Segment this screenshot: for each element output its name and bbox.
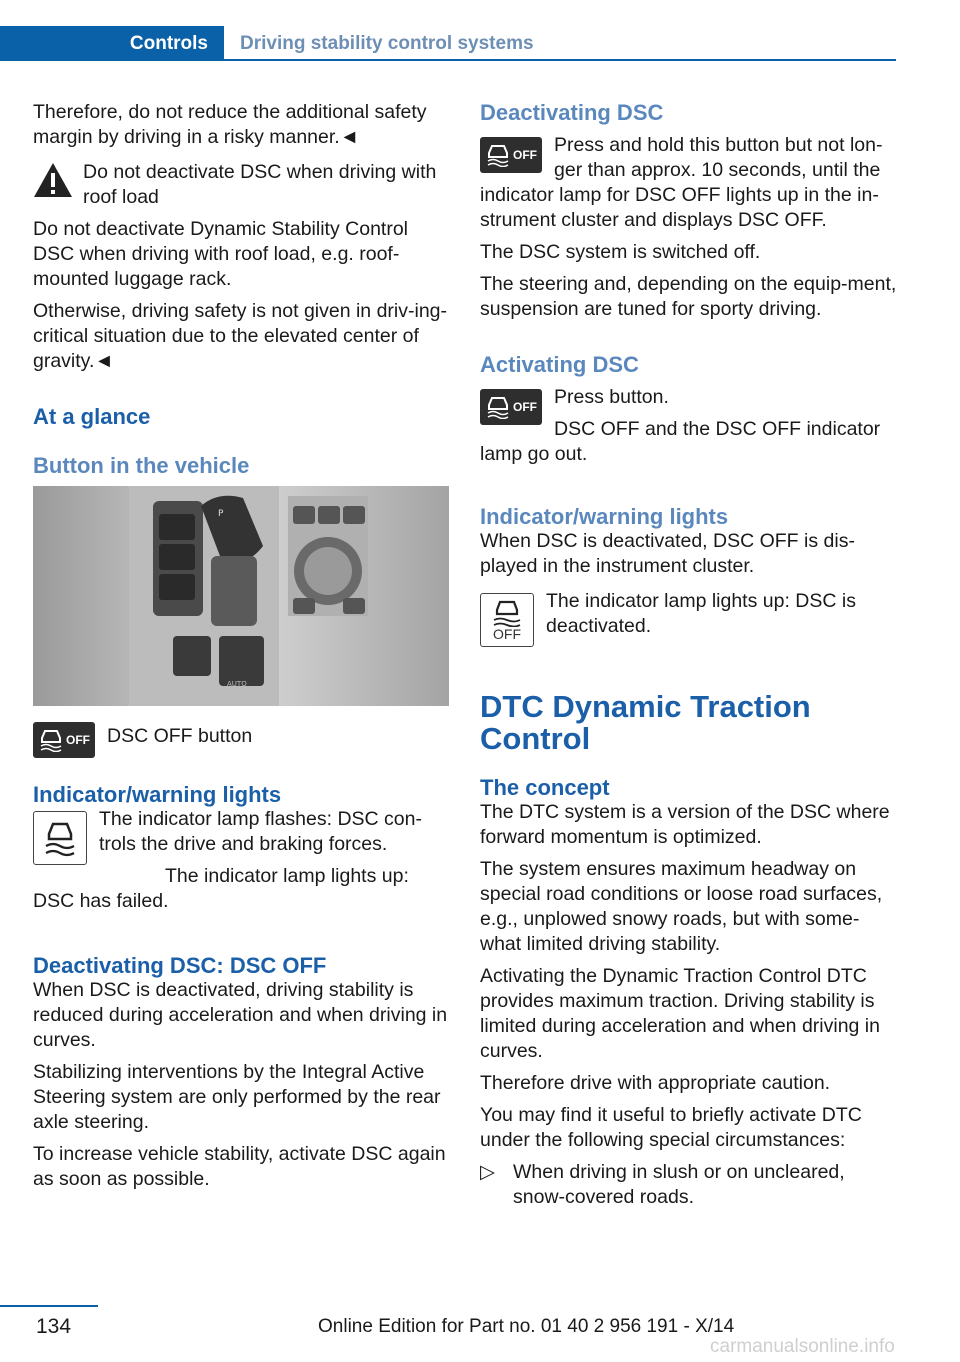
bullet-mark: ▷	[480, 1161, 495, 1183]
deactivate-text: Press and hold this button but not lon-ger than approx. 10 seconds, until the indicator lamp for DSC OFF lights up in the in-strument cluster and displays DSC OFF.	[480, 134, 883, 231]
svg-text:AUTO: AUTO	[227, 680, 247, 688]
dsc-off-button-icon	[480, 389, 542, 425]
header-rule	[224, 59, 896, 61]
paragraph: Activating the Dynamic Traction Control DTC provides maximum traction. Driving stability is limited during acceleration and when driving in curves.	[480, 965, 880, 1062]
list-item	[480, 1160, 898, 1210]
activate-block	[480, 385, 898, 474]
header-section-title: Driving stability control systems	[240, 32, 534, 54]
off-label: OFF	[493, 626, 521, 642]
heading-indicator-lights: Indicator/warning lights	[33, 782, 282, 807]
paragraph: To increase vehicle stability, activate DSC again as soon as possible.	[33, 1143, 446, 1190]
indicator-block	[33, 807, 449, 921]
heading-deactivating-dsc: Deactivating DSC	[480, 100, 664, 125]
paragraph: Otherwise, driving safety is not given in driv-ing-critical situation due to the elevated center of gravity.◄	[33, 300, 448, 372]
off-label: OFF	[513, 399, 537, 414]
activate-press-text: Press button.	[554, 386, 669, 408]
indicator-lights-text: The indicator lamp lights up: DSC has failed.	[33, 865, 409, 912]
heading-dtc: DTC Dynamic Traction Control	[480, 689, 811, 756]
list-item-text: When driving in slush or on uncleared, snow-covered roads.	[513, 1161, 845, 1208]
dsc-off-indicator-icon	[480, 593, 534, 647]
car-skid-icon	[485, 395, 511, 419]
heading-deactivating-dsc-off: Deactivating DSC: DSC OFF	[33, 953, 327, 978]
footer-edition: Online Edition for Part no. 01 40 2 956 191 - X/14	[318, 1316, 735, 1337]
left-column	[33, 100, 449, 1199]
paragraph: The system ensures maximum headway on special road conditions or loose road surfaces, e.g., unplowed snowy roads, but with some-what limited driving stability.	[480, 858, 883, 955]
car-skid-icon	[489, 599, 525, 627]
paragraph: Therefore drive with appropriate caution.	[480, 1072, 831, 1094]
paragraph: The steering and, depending on the equip-ment, suspension are tuned for sporty driving.	[480, 273, 897, 320]
indicator-flash-text: The indicator lamp flashes: DSC con-trols the drive and braking forces.	[99, 808, 422, 855]
activate-out-text: DSC OFF and the DSC OFF indicator lamp go out.	[480, 418, 881, 465]
off-label: OFF	[66, 732, 90, 747]
paragraph: When DSC is deactivated, DSC OFF is dis-played in the instrument cluster.	[480, 530, 855, 577]
heading-the-concept: The concept	[480, 775, 610, 800]
dsc-off-caption-row	[33, 718, 449, 762]
page-number-rule	[0, 1305, 98, 1307]
warning-title: Do not deactivate DSC when driving with roof load	[83, 161, 437, 208]
dsc-off-indicator-block	[480, 589, 898, 651]
dsc-indicator-icon	[33, 811, 87, 865]
header-tab-controls: Controls	[0, 26, 224, 61]
paragraph: You may find it useful to briefly activate DTC under the following special circumstances:	[480, 1104, 862, 1151]
watermark: carmanualsonline.info	[710, 1336, 895, 1357]
car-skid-icon	[485, 143, 511, 167]
warning-triangle-icon	[33, 162, 73, 198]
paragraph: The DTC system is a version of the DSC where forward momentum is optimized.	[480, 801, 890, 848]
dsc-off-button-icon	[480, 137, 542, 173]
heading-button-in-vehicle: Button in the vehicle	[33, 453, 250, 478]
page-number: 134	[36, 1315, 72, 1338]
paragraph: The DSC system is switched off.	[480, 241, 761, 263]
car-skid-icon	[38, 728, 64, 752]
right-column	[480, 100, 898, 1210]
paragraph: Therefore, do not reduce the additional safety margin by driving in a risky manner.◄	[33, 101, 427, 148]
paragraph: When DSC is deactivated, driving stability is reduced during acceleration and when driving in curves.	[33, 979, 448, 1051]
console-illustration	[33, 486, 449, 706]
off-label: OFF	[513, 147, 537, 162]
car-skid-icon	[40, 818, 80, 858]
svg-text:P: P	[218, 509, 224, 519]
deactivate-block	[480, 133, 898, 233]
heading-activating-dsc: Activating DSC	[480, 352, 639, 377]
dsc-off-indicator-text: The indicator lamp lights up: DSC is deactivated.	[546, 590, 856, 637]
paragraph: Stabilizing interventions by the Integral Active Steering system are only performed by the rear axle steering.	[33, 1061, 441, 1133]
vehicle-console-photo	[33, 486, 449, 706]
dsc-off-button-icon	[33, 722, 95, 758]
warning-block	[33, 160, 449, 217]
heading-indicator-lights-right: Indicator/warning lights	[480, 504, 729, 529]
paragraph: Do not deactivate Dynamic Stability Control DSC when driving with roof load, e.g. roof-mounted luggage rack.	[33, 218, 409, 290]
dsc-off-caption: DSC OFF button	[107, 725, 253, 747]
heading-at-a-glance: At a glance	[33, 404, 151, 429]
